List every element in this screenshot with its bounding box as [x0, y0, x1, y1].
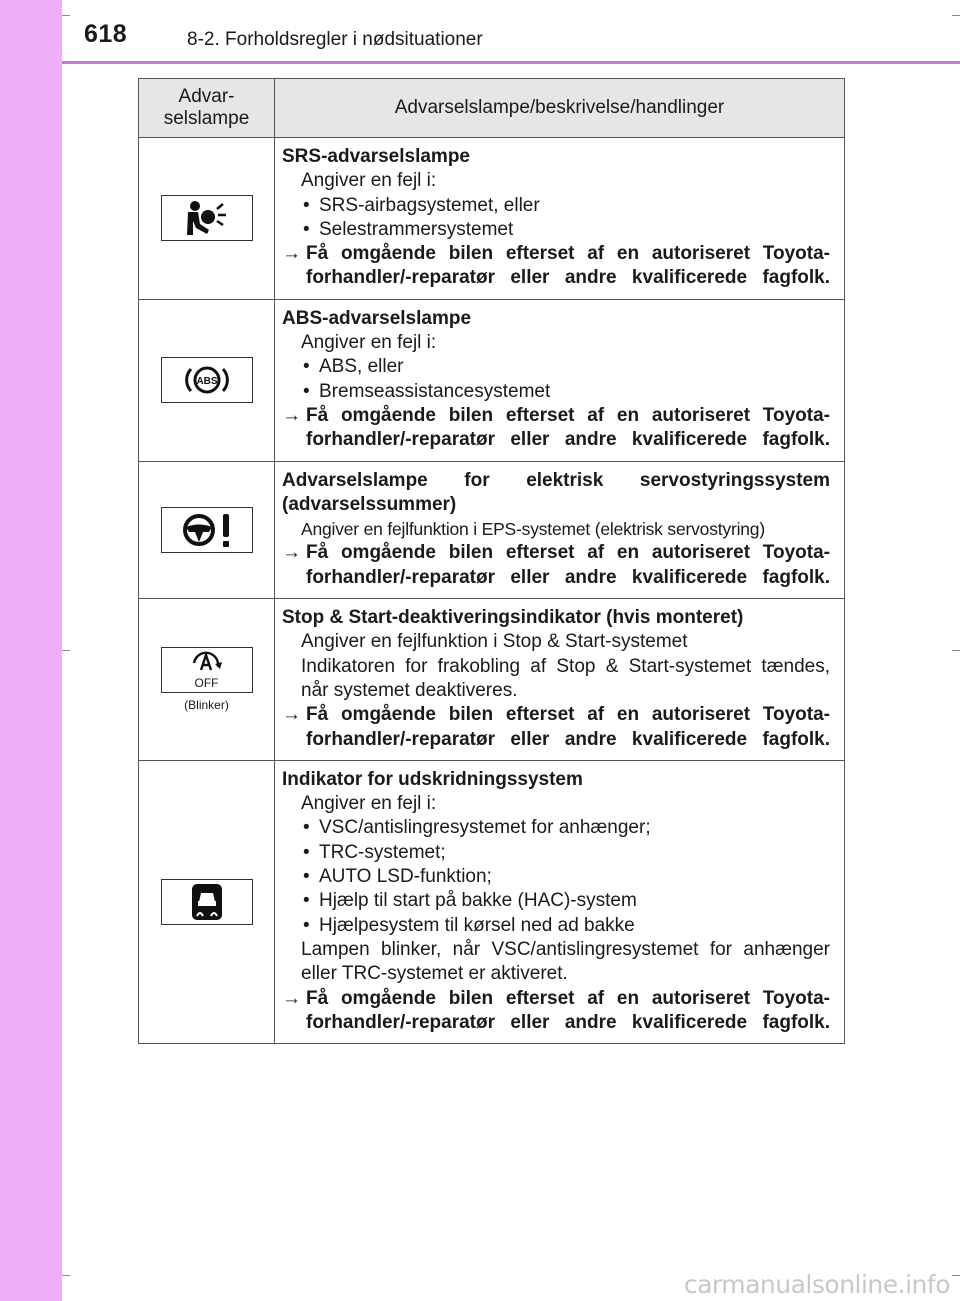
row-title: Stop & Start-deaktiveringsindikator (hvis monteret) — [282, 607, 744, 629]
abs-icon-text: ABS — [195, 376, 218, 388]
header-description-column: Advarselslampe/beskrivelse/handlinger — [275, 79, 845, 138]
row-title-cont: (advarselssummer) — [282, 493, 457, 515]
header-lamp-column: Advar- selslampe — [139, 79, 275, 138]
table-row-slip — [139, 760, 845, 1043]
row-intro: Angiver en fejl i: — [301, 332, 437, 354]
trim-mark — [952, 15, 960, 16]
action-instruction: → Få omgående bilen efterset af en autoriseret Toyota- forhandler/-reparatør eller andre kvalificerede fagfolk. — [282, 542, 830, 588]
trim-mark — [952, 650, 960, 651]
row-title: Indikator for udskridningssystem — [282, 768, 583, 790]
row-intro: Angiver en fejl i: — [301, 170, 437, 192]
header-rule — [62, 61, 960, 64]
list-item: • SRS-airbagsystemet, eller — [282, 194, 830, 218]
icon-caption: (Blinker) — [184, 697, 229, 712]
action-instruction: → Få omgående bilen efterset af en autoriseret Toyota- forhandler/-reparatør eller andre kvalificerede fagfolk. — [282, 704, 830, 750]
table-row-eps — [139, 461, 845, 598]
list-item: • Selestrammersystemet — [282, 218, 830, 242]
row-intro: Angiver en fejlfunktion i Stop & Start-systemet — [301, 631, 688, 653]
watermark: carmanualsonline.info — [683, 1270, 950, 1299]
slip-indicator-icon — [161, 879, 253, 925]
table-row-stop-start — [139, 599, 845, 761]
list-item: • TRC-systemet; — [282, 841, 830, 865]
list-item: • VSC/antislingresystemet for anhænger; — [282, 816, 830, 840]
action-instruction: → Få omgående bilen efterset af en autoriseret Toyota- forhandler/-reparatør eller andre kvalificerede fagfolk. — [282, 987, 830, 1033]
section-title: 8-2. Forholdsregler i nødsituationer — [187, 29, 483, 50]
row-intro: Angiver en fejl i: — [301, 793, 437, 815]
action-instruction: → Få omgående bilen efterset af en autoriseret Toyota- forhandler/-reparatør eller andre kvalificerede fagfolk. — [282, 243, 830, 289]
action-instruction: → Få omgående bilen efterset af en autoriseret Toyota- forhandler/-reparatør eller andre kvalificerede fagfolk. — [282, 404, 830, 451]
trim-mark — [62, 1275, 70, 1276]
row-intro: Angiver en fejlfunktion i EPS-systemet (elektrisk servostyring) — [301, 519, 765, 540]
list-item: • ABS, eller — [282, 355, 830, 379]
stop-start-off-icon — [161, 647, 253, 693]
row-title: ABS-advarselslampe — [282, 307, 472, 329]
row-title: SRS-advarselslampe — [282, 146, 470, 167]
table-header-row — [139, 79, 845, 138]
abs-warning-icon — [161, 357, 253, 403]
table-row-srs — [139, 138, 845, 300]
off-label: OFF — [194, 675, 219, 690]
table-row-abs — [139, 299, 845, 461]
row-title: Advarselslampe for elektrisk servostyringssystem — [282, 469, 830, 491]
list-item: • Bremseassistancesystemet — [282, 380, 830, 404]
row-note: Lampen blinker, når VSC/antislingresystemet for anhænger — [301, 938, 830, 960]
row-note-cont: eller TRC-systemet er aktiveret. — [301, 963, 568, 985]
trim-mark — [952, 1275, 960, 1276]
trim-mark — [62, 15, 70, 16]
srs-airbag-warning-icon — [161, 195, 253, 241]
page-number: 618 — [84, 20, 128, 48]
steering-warning-icon — [161, 507, 253, 553]
trim-mark — [62, 650, 70, 651]
warning-lamp-table — [138, 78, 845, 1044]
row-note-cont: når systemet deaktiveres. — [301, 679, 518, 701]
row-note: Indikatoren for frakobling af Stop & Start-systemet tændes, — [301, 655, 830, 677]
list-item: • AUTO LSD-funktion; — [282, 865, 830, 889]
list-item: • Hjælp til start på bakke (HAC)-system — [282, 889, 830, 913]
page-side-tab — [0, 0, 62, 1301]
list-item: • Hjælpesystem til kørsel ned ad bakke — [282, 914, 830, 938]
